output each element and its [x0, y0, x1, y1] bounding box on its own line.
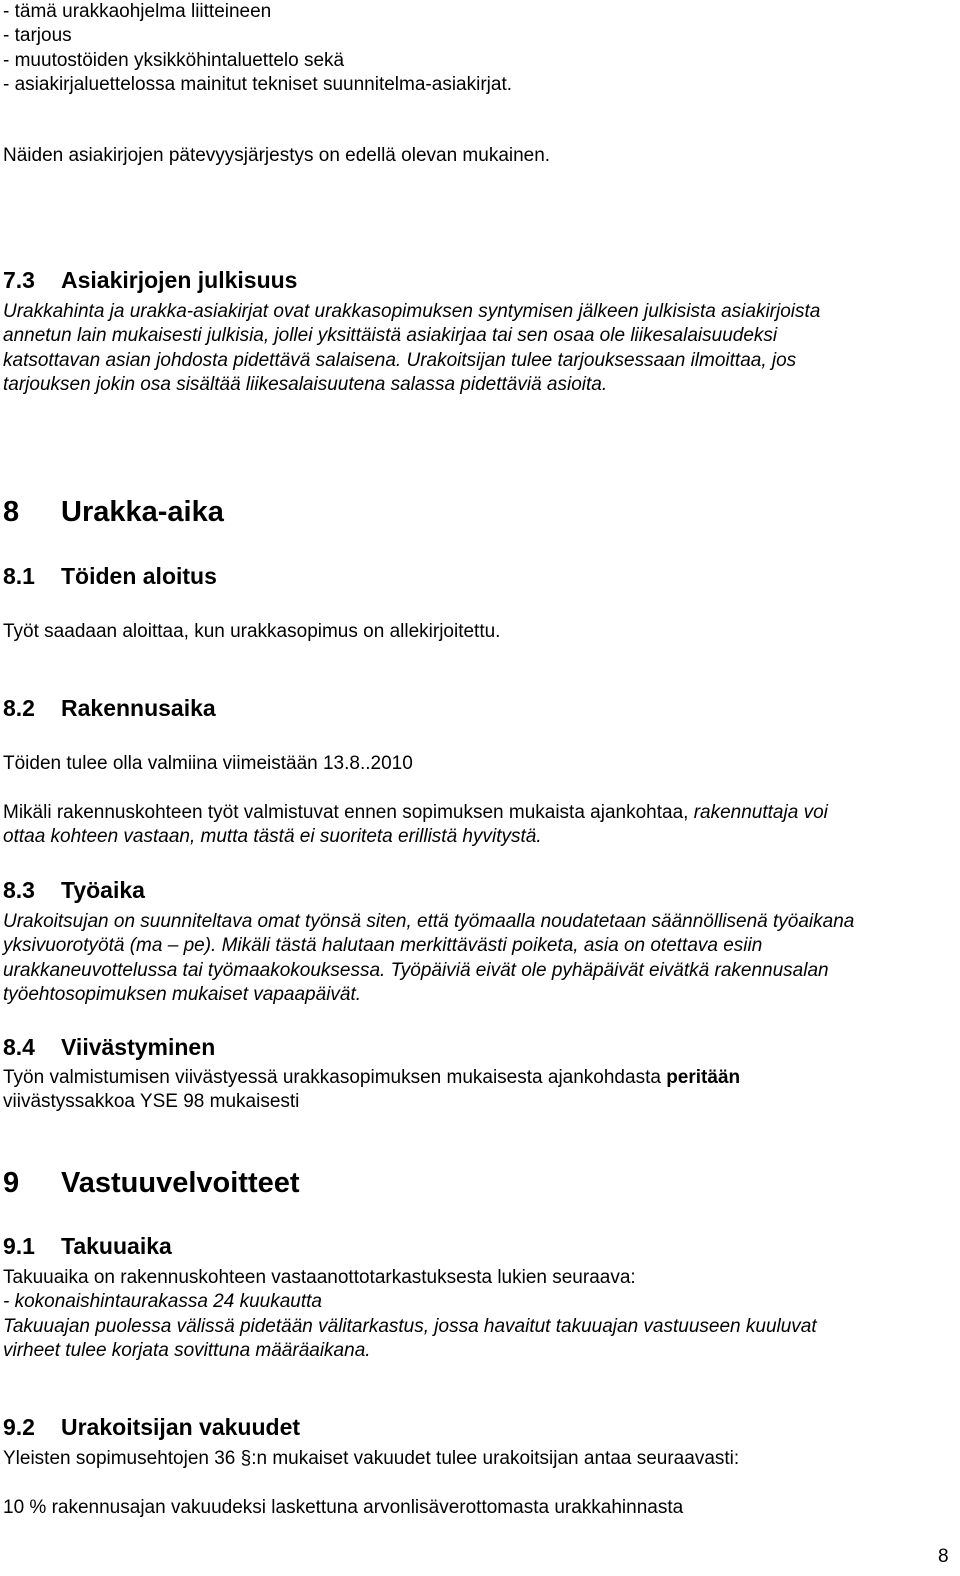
heading-number: 8	[3, 496, 20, 528]
heading-7-3	[3, 266, 297, 294]
list-item: - tarjous	[3, 25, 72, 47]
heading-9	[3, 1166, 300, 1200]
heading-number: 8.3	[3, 877, 35, 903]
paragraph-line: rakennuttaja voi	[688, 802, 828, 823]
paragraph-line: Takuuajan puolessa välissä pidetään välitarkastus, jossa havaitut takuuajan vastuuseen kuuluvat	[3, 1315, 817, 1337]
paragraph-line: annetun lain mukaisesti julkisia, jollei yksittäistä asiakirjaa tai sen osaa ole liikesalaisuudeksi	[3, 325, 778, 347]
paragraph-line: Takuuaika on rakennuskohteen vastaanottotarkastuksesta lukien seuraava:	[3, 1267, 636, 1288]
heading-number: 8.2	[3, 695, 35, 721]
heading-title: Vastuuvelvoitteet	[61, 1167, 300, 1199]
heading-8-3	[3, 876, 145, 904]
paragraph-8-2	[3, 801, 828, 850]
page-number: 8	[938, 1546, 949, 1567]
heading-8-1	[3, 562, 217, 590]
list-item: - asiakirjaluettelossa mainitut tekniset suunnitelma-asiakirjat.	[3, 74, 513, 96]
heading-8-2	[3, 694, 216, 722]
heading-title: Viivästyminen	[61, 1034, 216, 1060]
heading-title: Töiden aloitus	[61, 563, 217, 589]
heading-title: Asiakirjojen julkisuus	[61, 267, 298, 293]
paragraph-line: tarjouksen jokin osa sisältää liikesalaisuutena salassa pidettäviä asioita.	[3, 374, 608, 396]
heading-9-1	[3, 1232, 172, 1260]
emphasis-text: peritään	[666, 1067, 741, 1088]
paragraph-9-2-guarantee: 10 % rakennusajan vakuudeksi laskettuna arvonlisäverottomasta urakkahinnasta	[3, 1497, 684, 1518]
paragraph-7-3	[3, 300, 820, 398]
paragraph-line: työehtosopimuksen mukaiset vapaapäivät.	[3, 984, 362, 1006]
heading-number: 9.2	[3, 1414, 35, 1440]
heading-number: 9	[3, 1167, 20, 1199]
heading-number: 8.1	[3, 563, 35, 589]
heading-title: Työaika	[61, 877, 145, 903]
paragraph-line: Urakkahinta ja urakka-asiakirjat ovat urakkasopimuksen syntymisen jälkeen julkisista asiakirjoista	[3, 301, 821, 322]
list-top	[3, 0, 512, 98]
paragraph-line: Urakoitsijan tulee tarjouksessaan ilmoittaa, jos	[401, 349, 797, 371]
paragraph-8-4	[3, 1066, 740, 1115]
paragraph-8-3	[3, 910, 854, 1008]
paragraph-line: virheet tulee korjata sovittuna määräaikana.	[3, 1340, 371, 1362]
list-item: - muutostöiden yksikköhintaluettelo sekä	[3, 49, 345, 71]
validity-order-text: Näiden asiakirjojen pätevyysjärjestys on edellä olevan mukainen.	[3, 145, 551, 166]
heading-number: 8.4	[3, 1034, 35, 1060]
heading-title: Urakka-aika	[61, 496, 224, 528]
paragraph-line: Mikäli rakennuskohteen työt valmistuvat ennen sopimuksen mukaista ajankohtaa,	[3, 802, 689, 823]
paragraph-line: Mikäli tästä halutaan merkittävästi poiketa, asia on otettava esiin	[216, 935, 763, 957]
paragraph-line: Työpäiviä eivät ole pyhäpäivät eivätkä rakennusalan	[385, 959, 829, 981]
paragraph-line: katsottavan asian johdosta pidettävä salaisena.	[3, 349, 402, 371]
paragraph-line: Urakoitsujan on suunniteltava omat työnsä siten, että työmaalla noudatetaan säännöllisenä työaikana	[3, 911, 855, 932]
heading-number: 7.3	[3, 267, 35, 293]
paragraph-line: Työn valmistumisen viivästyessä urakkasopimuksen mukaisesta ajankohdasta	[3, 1067, 667, 1088]
heading-9-2	[3, 1413, 300, 1441]
paragraph-line: viivästyssakkoa YSE 98 mukaisesti	[3, 1091, 300, 1113]
list-item: - tämä urakkaohjelma liitteineen	[3, 1, 272, 22]
paragraph-line: yksivuorotyötä (ma – pe).	[3, 935, 217, 957]
heading-title: Takuuaika	[61, 1233, 172, 1259]
heading-title: Urakoitsijan vakuudet	[61, 1414, 301, 1440]
paragraph-line: ottaa kohteen vastaan, mutta tästä ei suoriteta erillistä hyvitystä.	[3, 826, 542, 848]
paragraph-9-1	[3, 1266, 817, 1364]
heading-number: 9.1	[3, 1233, 35, 1259]
heading-8-4	[3, 1033, 215, 1061]
paragraph-8-2-date: Töiden tulee olla valmiina viimeistään 13.8..2010	[3, 753, 413, 774]
paragraph-9-2: Yleisten sopimusehtojen 36 §:n mukaiset vakuudet tulee urakoitsijan antaa seuraavasti:	[3, 1448, 740, 1469]
paragraph-line: - kokonaishintaurakassa 24 kuukautta	[3, 1291, 322, 1313]
paragraph-line: urakkaneuvottelussa tai työmaakokouksessa.	[3, 959, 386, 981]
heading-8	[3, 495, 224, 529]
paragraph-8-1: Työt saadaan aloittaa, kun urakkasopimus on allekirjoitettu.	[3, 621, 501, 642]
heading-title: Rakennusaika	[61, 695, 216, 721]
